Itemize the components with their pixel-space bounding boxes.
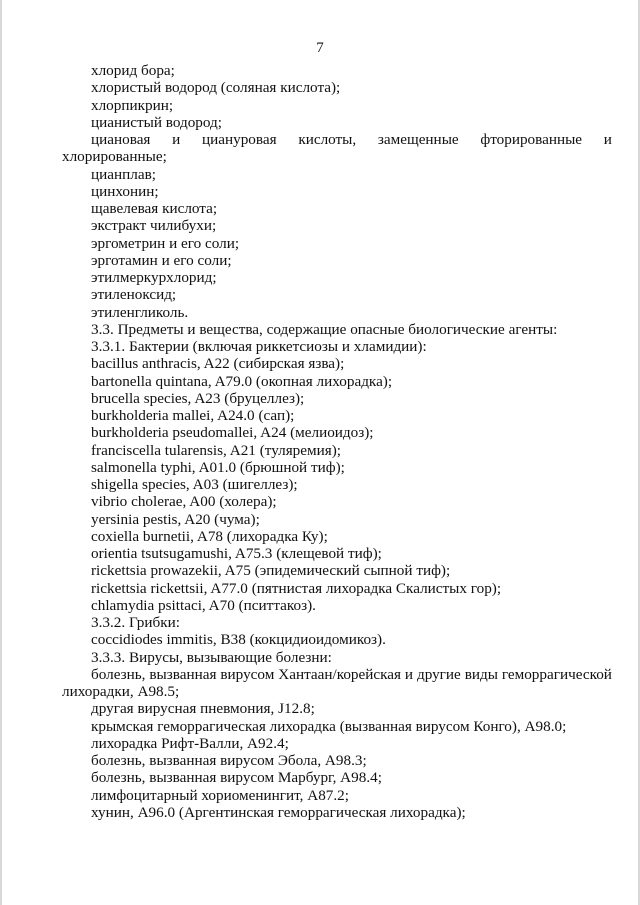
text-line: щавелевая кислота; [91, 200, 218, 217]
text-line: franciscella tularensis, A21 (туляремия); [91, 441, 342, 459]
text-line: цианплав; [91, 165, 156, 183]
word: и [404, 665, 414, 683]
text-line: shigella species, A03 (шигеллез); [91, 476, 298, 493]
text-line: burkholderia pseudomallei, A24 (мелиоидоз); [91, 424, 374, 442]
text-line: хлористый водород (соляная кислота); [91, 79, 341, 97]
document-body [62, 62, 612, 821]
text-line: chlamydia psittaci, A70 (пситтакоз). [91, 596, 316, 614]
word: и [172, 131, 181, 148]
text-line: brucella species, A23 (бруцеллез); [91, 389, 305, 407]
word: вирусом [220, 665, 275, 683]
word: фторированные [480, 131, 583, 148]
text-line: vibrio cholerae, A00 (холера); [91, 493, 277, 511]
text-line: лихорадка Рифт-Валли, A92.4; [91, 734, 289, 752]
word: замещенные [377, 131, 459, 148]
text-line: болезнь, вызванная вирусом Эбола, A98.3; [91, 752, 367, 769]
text-line: хлорпикрин; [91, 96, 174, 114]
text-line-continuation: лихорадки, A98.5; [62, 683, 180, 700]
text-line: эргометрин и его соли; [91, 234, 240, 252]
text-line: экстракт чилибухи; [91, 217, 217, 235]
text-line: coccidiodes immitis, B38 (кокцидиоидомикоз). [91, 631, 386, 649]
text-line: 3.3.3. Вирусы, вызывающие болезни: [91, 648, 332, 666]
word: другие [416, 665, 461, 683]
text-line: orientia tsutsugamushi, A75.3 (клещевой тиф); [91, 545, 382, 562]
word: болезнь, [91, 665, 146, 683]
word: геморрагической [501, 665, 612, 683]
text-line: лимфоцитарный хориоменингит, A87.2; [91, 786, 350, 804]
text-line: bacillus anthracis, A22 (сибирская язва); [91, 355, 345, 373]
text-line: этиленгликоль. [91, 303, 189, 321]
text-line: эрготамин и его соли; [91, 251, 232, 269]
text-line-justified [62, 666, 612, 683]
page-number: 7 [316, 40, 324, 56]
text-line: yersinia pestis, A20 (чума); [91, 510, 260, 528]
text-line: salmonella typhi, A01.0 (брюшной тиф); [91, 458, 345, 476]
word: циановая [91, 131, 151, 148]
text-line: coxiella burnetii, A78 (лихорадка Ку); [91, 527, 328, 545]
text-line: 3.3. Предметы и вещества, содержащие опасные биологические агенты: [91, 320, 558, 338]
word: Хантаан/корейская [278, 665, 402, 683]
word: циануровая [202, 131, 277, 148]
word: вызванная [149, 665, 217, 683]
text-line: болезнь, вызванная вирусом Марбург, A98.4; [91, 769, 382, 787]
text-line: 3.3.2. Грибки: [91, 614, 180, 631]
text-line: хунин, A96.0 (Аргентинская геморрагическая лихорадка); [91, 803, 466, 821]
text-line: burkholderia mallei, A24.0 (сап); [91, 407, 295, 424]
text-line-continuation: хлорированные; [62, 148, 167, 166]
word: и [603, 131, 612, 148]
text-line: цианистый водород; [91, 113, 222, 131]
text-line: этиленоксид; [91, 286, 177, 304]
text-line: 3.3.1. Бактерии (включая риккетсиозы и хламидии): [91, 338, 427, 355]
text-line: rickettsia rickettsii, A77.0 (пятнистая лихорадка Скалистых гор); [91, 579, 502, 597]
text-line: хлорид бора; [91, 62, 175, 79]
text-line: rickettsia prowazekii, A75 (эпидемический сыпной тиф); [91, 562, 451, 580]
scan-edge-left [0, 0, 2, 905]
text-line: крымская геморрагическая лихорадка (вызванная вирусом Конго), A98.0; [91, 717, 567, 735]
word: виды [464, 665, 498, 683]
text-line-justified [62, 131, 612, 148]
text-line: цинхонин; [91, 182, 159, 200]
word: кислоты, [298, 131, 357, 148]
text-line: другая вирусная пневмония, J12.8; [91, 700, 315, 718]
text-line: bartonella quintana, A79.0 (окопная лихорадка); [91, 372, 393, 390]
text-line: этилмеркурхлорид; [91, 269, 217, 286]
